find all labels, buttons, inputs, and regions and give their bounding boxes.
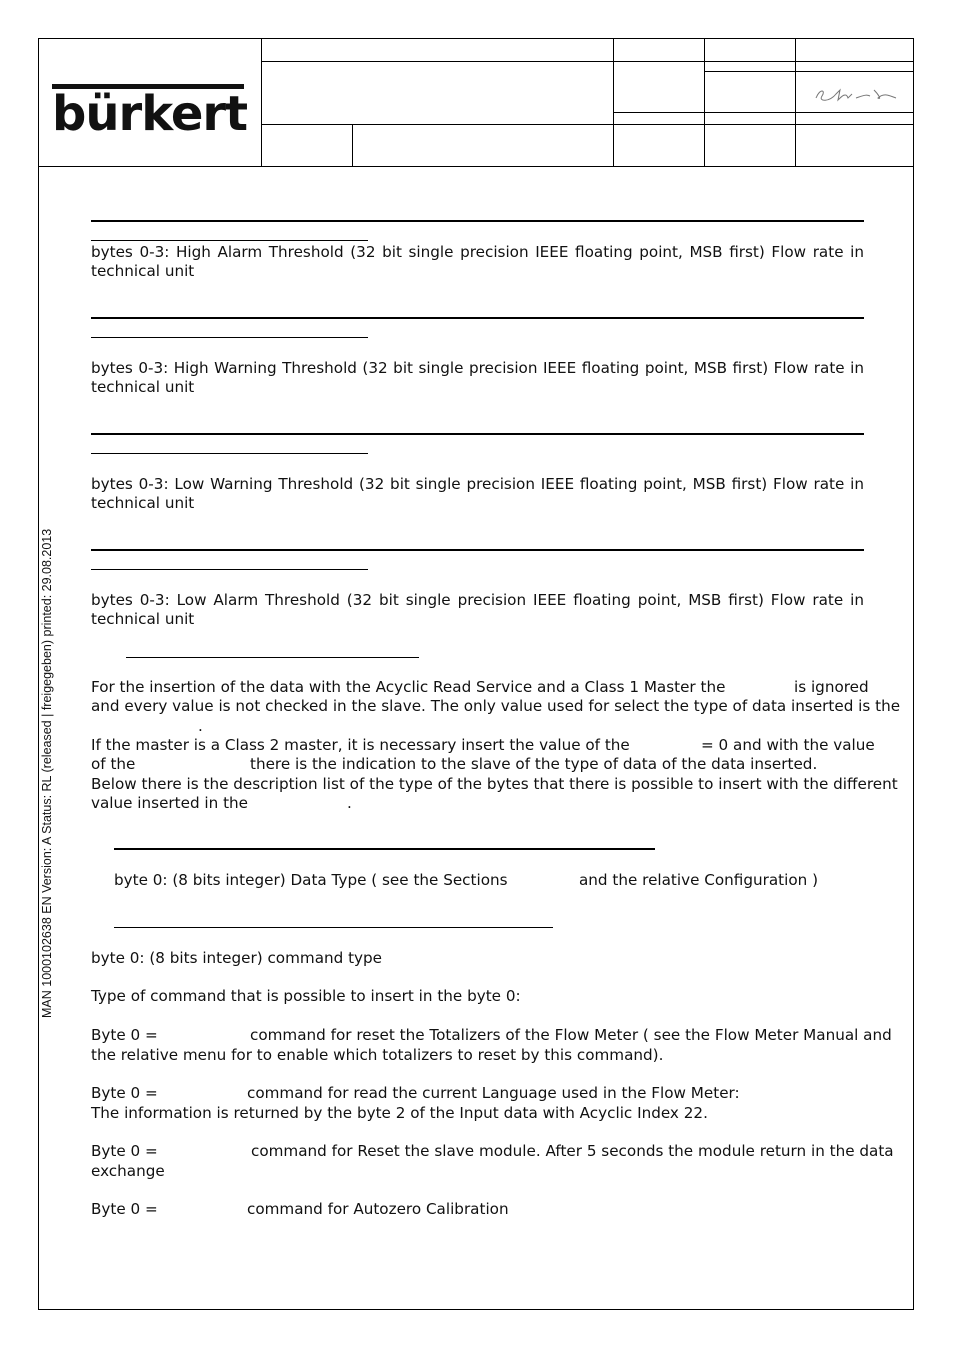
insertion-text-b: is ignored bbox=[794, 678, 869, 696]
command-2-text-cont: The information is returned by the byte 2 of the Input data with Acyclic Index 22. bbox=[91, 1104, 708, 1122]
heading-underline bbox=[91, 337, 368, 338]
below-text-line1: Below there is the description list of the type of the bytes that there is possible to insert with the different bbox=[91, 775, 898, 793]
insertion-text-a: For the insertion of the data with the Acyclic Read Service and a Class 1 Master the bbox=[91, 678, 726, 696]
command-4-text: command for Autozero Calibration bbox=[247, 1200, 509, 1218]
header-divider bbox=[613, 38, 614, 166]
low-warning-text: bytes 0-3: Low Warning Threshold (32 bit single precision IEEE floating point, MSB first) Flow rate in technical unit bbox=[91, 475, 864, 513]
byte0-data-type-a: byte 0: (8 bits integer) Data Type ( see the Sections bbox=[114, 871, 508, 889]
section-rule bbox=[91, 317, 864, 319]
command-intro: Type of command that is possible to insert in the byte 0: bbox=[91, 987, 521, 1005]
section-rule bbox=[91, 433, 864, 435]
header-divider bbox=[704, 38, 705, 166]
header-rule bbox=[613, 112, 914, 113]
master-text-d: there is the indication to the slave of the type of data of the data inserted. bbox=[250, 755, 818, 773]
high-alarm-text: bytes 0-3: High Alarm Threshold (32 bit single precision IEEE floating point, MSB first) Flow rate in technical unit bbox=[91, 243, 864, 281]
logo-text: bürkert bbox=[52, 86, 248, 142]
heading-underline bbox=[126, 657, 419, 658]
command-2-text: command for read the current Language used in the Flow Meter: bbox=[247, 1084, 740, 1102]
burkert-logo bbox=[52, 84, 248, 142]
master-text-a: If the master is a Class 2 master, it is necessary insert the value of the bbox=[91, 736, 630, 754]
command-4-label: Byte 0 = bbox=[91, 1200, 158, 1218]
heading-underline bbox=[91, 240, 368, 241]
insertion-text-line2: and every value is not checked in the slave. The only value used for select the type of data inserted is the bbox=[91, 697, 901, 715]
below-text-dot: . bbox=[347, 794, 352, 812]
heading-underline bbox=[91, 569, 368, 570]
header-divider bbox=[352, 124, 353, 166]
header-rule bbox=[38, 166, 914, 167]
header-divider bbox=[261, 38, 262, 166]
command-3-text-cont: exchange bbox=[91, 1162, 165, 1180]
header-divider bbox=[795, 38, 796, 166]
master-text-c: of the bbox=[91, 755, 136, 773]
header-rule bbox=[704, 71, 914, 72]
side-print-note: MAN 1000102638 EN Version: A Status: RL (released | freigegeben) printed: 29.08.2013 bbox=[40, 528, 54, 1018]
section-rule bbox=[91, 549, 864, 551]
command-1-text: command for reset the Totalizers of the Flow Meter ( see the Flow Meter Manual and bbox=[250, 1026, 892, 1044]
command-1-text-cont: the relative menu for to enable which totalizers to reset by this command). bbox=[91, 1046, 664, 1064]
byte0-data-type-b: and the relative Configuration ) bbox=[579, 871, 819, 889]
section-rule bbox=[114, 848, 655, 850]
byte0-command-type: byte 0: (8 bits integer) command type bbox=[91, 949, 383, 967]
master-text-b: = 0 and with the value bbox=[701, 736, 875, 754]
heading-underline bbox=[91, 453, 368, 454]
header-rule bbox=[261, 124, 914, 125]
heading-underline bbox=[114, 927, 553, 928]
below-text-line2: value inserted in the bbox=[91, 794, 249, 812]
high-warning-text: bytes 0-3: High Warning Threshold (32 bit single precision IEEE floating point, MSB first) Flow rate in technical unit bbox=[91, 359, 864, 397]
command-3-label: Byte 0 = bbox=[91, 1142, 158, 1160]
command-1-label: Byte 0 = bbox=[91, 1026, 158, 1044]
low-alarm-text: bytes 0-3: Low Alarm Threshold (32 bit single precision IEEE floating point, MSB first) Flow rate in technical unit bbox=[91, 591, 864, 629]
command-3-text: command for Reset the slave module. After 5 seconds the module return in the data bbox=[251, 1142, 894, 1160]
header-rule bbox=[261, 61, 914, 62]
signature-image bbox=[812, 80, 902, 110]
command-2-label: Byte 0 = bbox=[91, 1084, 158, 1102]
section-rule bbox=[91, 220, 864, 222]
insertion-text-line3: . bbox=[198, 717, 203, 735]
